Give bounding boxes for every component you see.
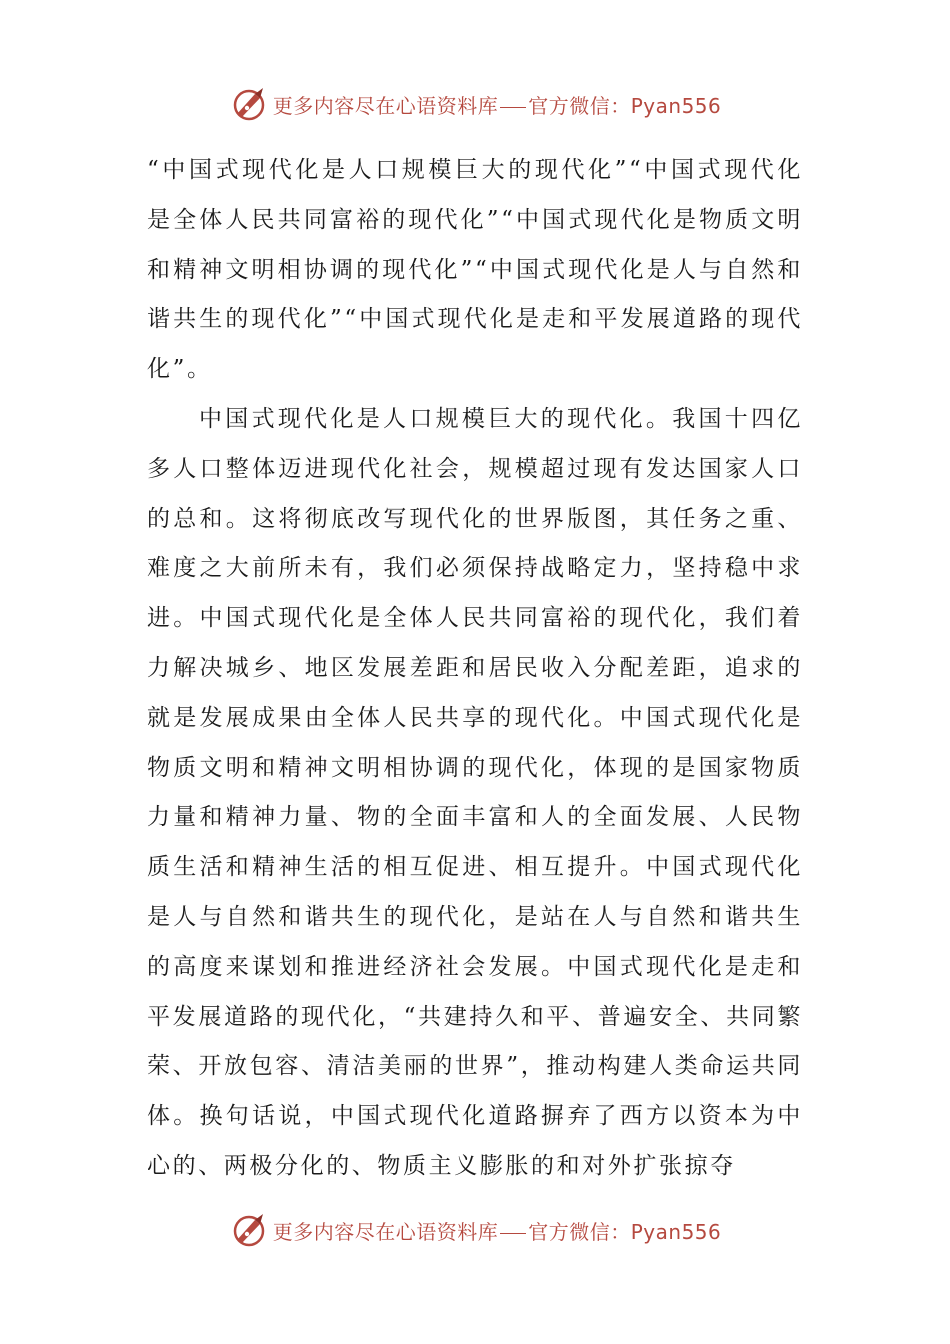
banner-text	[273, 90, 722, 119]
banner-suffix-text: 官方微信：	[528, 93, 631, 118]
footer-banner-text	[273, 1216, 722, 1245]
paragraph-2: 中国式现代化是人口规模巨大的现代化。我国十四亿多人口整体迈进现代化社会，规模超过现有发达国家人口的总和。这将彻底改写现代化的世界版图，其任务之重、难度之大前所未有，我们必须保持战略定力，坚持稳中求进。中国式现代化是全体人民共同富裕的现代化，我们着力解决城乡、地区发展差距和居民收入分配差距，追求的就是发展成果由全体人民共享的现代化。中国式现代化是物质文明和精神文明相协调的现代化，体现的是国家物质力量和精神力量、物的全面丰富和人的全面发展、人民物质生活和精神生活的相互促进、相互提升。中国式现代化是人与自然和谐共生的现代化，是站在人与自然和谐共生的高度来谋划和推进经济社会发展。中国式现代化是走和平发展道路的现代化，“共建持久和平、普遍安全、共同繁荣、开放包容、清洁美丽的世界”，推动构建人类命运共同体。换句话说，中国式现代化道路摒弃了西方以资本为中心的、两极分化的、物质主义膨胀的和对外扩张掠夺	[147, 405, 803, 1179]
document-body	[147, 146, 803, 1192]
footer-wechat-id: Pyan556	[630, 1219, 722, 1244]
pen-nib-circle-icon	[229, 84, 269, 124]
footer-suffix-text: 官方微信：	[528, 1219, 631, 1244]
header-banner	[0, 80, 950, 128]
wechat-id: Pyan556	[630, 93, 722, 118]
footer-dash	[500, 1233, 526, 1234]
footer-main-text: 更多内容尽在心语资料库	[272, 1219, 499, 1244]
banner-dash	[500, 107, 526, 108]
footer-banner	[0, 1206, 950, 1254]
banner-main-text: 更多内容尽在心语资料库	[272, 93, 499, 118]
paragraph-1: “中国式现代化是人口规模巨大的现代化”“中国式现代化是全体人民共同富裕的现代化”“中国式现代化是物质文明和精神文明相协调的现代化”“中国式现代化是人与自然和谐共生的现代化”“中国式现代化是走和平发展道路的现代化”。	[147, 157, 803, 383]
pen-nib-circle-icon	[229, 1210, 269, 1250]
